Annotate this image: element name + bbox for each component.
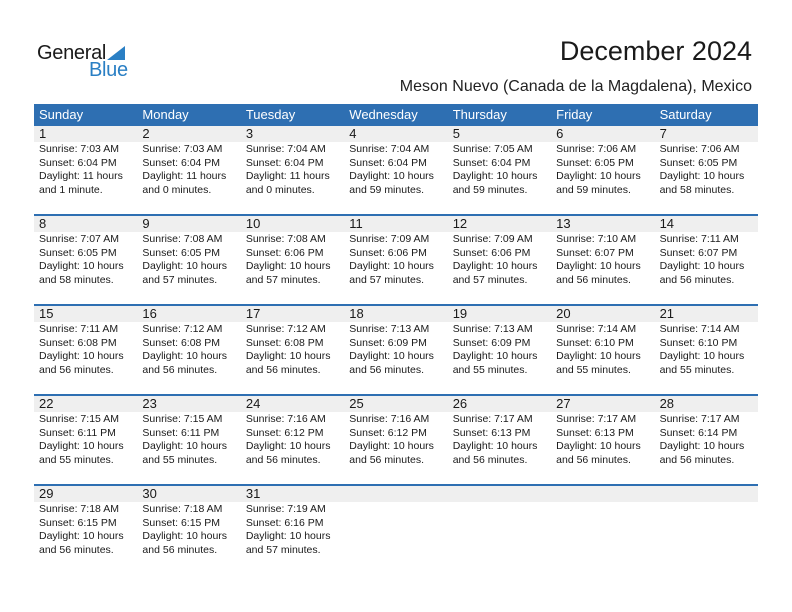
day-number: 4 [349,126,357,141]
sunrise-text: Sunrise: 7:06 AM [659,143,740,155]
sunset-text: Sunset: 6:12 PM [245,426,324,439]
day-number: 12 [452,216,468,231]
day-number: 5 [452,126,460,141]
daylight-text: and 56 minutes. [39,543,114,556]
day-cell [551,232,654,287]
day-number: 29 [39,486,54,501]
day-cell [34,232,137,287]
sunrise-text: Sunrise: 7:11 AM [659,233,739,245]
day-cell [655,412,758,467]
daylight-text: and 56 minutes. [556,273,631,286]
day-number: 20 [556,306,571,321]
logo-text-general: General [37,42,107,64]
daylight-text: Daylight: 10 hours [659,170,745,182]
daylight-text: and 56 minutes. [349,453,424,466]
sunrise-text: Sunrise: 7:07 AM [39,233,119,245]
day-cell [344,142,447,197]
sunrise-text: Sunrise: 7:04 AM [245,143,326,155]
daylight-text: Daylight: 11 hours [245,170,330,182]
day-cell [344,412,447,467]
day-cell [34,502,137,557]
sunset-text: Sunset: 6:10 PM [556,336,634,349]
day-number-row [34,306,758,322]
day-number [344,486,447,502]
sunrise-text: Sunrise: 7:16 AM [349,413,430,425]
day-info-row [34,322,758,377]
sunset-text: Sunset: 6:07 PM [659,246,738,259]
daylight-text: and 56 minutes. [142,363,218,376]
weekday-header [34,104,758,126]
sunrise-text: Sunrise: 7:15 AM [39,413,119,425]
sunset-text: Sunset: 6:09 PM [349,336,427,349]
sunset-text: Sunset: 6:12 PM [349,426,427,439]
daylight-text: and 56 minutes. [556,453,631,466]
day-number: 13 [556,216,571,231]
daylight-text: Daylight: 10 hours [245,350,331,362]
day-number: 7 [659,126,667,141]
day-cell [551,322,654,377]
daylight-text: and 57 minutes. [245,273,321,286]
weekday-thursday: Thursday [452,107,507,122]
daylight-text: Daylight: 10 hours [349,350,434,362]
day-number: 2 [142,126,150,141]
daylight-text: and 0 minutes. [142,183,212,196]
day-cell [655,142,758,197]
daylight-text: Daylight: 10 hours [556,170,641,182]
daylight-text: and 56 minutes. [245,453,321,466]
sunset-text: Sunset: 6:04 PM [142,156,221,169]
day-cell [344,232,447,287]
day-cell [655,232,758,287]
day-cell [551,502,654,557]
day-number: 27 [556,396,571,411]
sunrise-text: Sunrise: 7:18 AM [142,503,223,515]
sunrise-text: Sunrise: 7:08 AM [142,233,223,245]
day-cell [34,412,137,467]
daylight-text: Daylight: 10 hours [349,260,434,272]
day-number: 16 [142,306,157,321]
daylight-text: Daylight: 10 hours [452,170,538,182]
day-cell [655,322,758,377]
sunrise-text: Sunrise: 7:10 AM [556,233,637,245]
sunrise-text: Sunrise: 7:13 AM [349,323,430,335]
weekday-wednesday: Wednesday [349,107,418,122]
sunset-text: Sunset: 6:15 PM [39,516,117,529]
sunrise-text: Sunrise: 7:04 AM [349,143,430,155]
sunset-text: Sunset: 6:10 PM [659,336,738,349]
day-cell [241,142,344,197]
day-cell [137,322,240,377]
sunset-text: Sunset: 6:16 PM [245,516,324,529]
day-number [448,486,551,502]
daylight-text: Daylight: 10 hours [659,350,745,362]
sunset-text: Sunset: 6:05 PM [39,246,117,259]
day-cell [34,142,137,197]
daylight-text: Daylight: 10 hours [39,260,124,272]
day-cell [241,322,344,377]
sunrise-text: Sunrise: 7:14 AM [556,323,637,335]
sunrise-text: Sunrise: 7:19 AM [245,503,326,515]
daylight-text: and 56 minutes. [142,543,218,556]
daylight-text: Daylight: 10 hours [245,530,331,542]
day-info-row [34,412,758,467]
daylight-text: Daylight: 10 hours [142,350,228,362]
daylight-text: and 57 minutes. [349,273,424,286]
weekday-sunday: Sunday [39,107,84,122]
daylight-text: and 56 minutes. [349,363,424,376]
day-info-row [34,232,758,287]
day-number: 17 [245,306,261,321]
day-number-row [34,216,758,232]
daylight-text: and 56 minutes. [659,273,735,286]
daylight-text: Daylight: 10 hours [142,440,228,452]
daylight-text: and 55 minutes. [142,453,218,466]
day-number: 9 [142,216,150,231]
daylight-text: and 57 minutes. [452,273,528,286]
day-number: 11 [349,216,363,231]
sunrise-text: Sunrise: 7:17 AM [659,413,740,425]
day-number [655,486,758,502]
day-cell [137,142,240,197]
sunrise-text: Sunrise: 7:17 AM [556,413,637,425]
sunset-text: Sunset: 6:08 PM [39,336,117,349]
daylight-text: Daylight: 11 hours [39,170,123,182]
daylight-text: Daylight: 10 hours [142,530,228,542]
daylight-text: Daylight: 10 hours [659,260,745,272]
sunrise-text: Sunrise: 7:09 AM [349,233,430,245]
sunset-text: Sunset: 6:08 PM [245,336,324,349]
day-cell [34,322,137,377]
logo-text-blue: Blue [89,59,128,81]
daylight-text: and 56 minutes. [452,453,528,466]
sunset-text: Sunset: 6:11 PM [39,426,116,439]
week-row [34,394,758,484]
day-number: 24 [245,396,261,411]
sunrise-text: Sunrise: 7:09 AM [452,233,533,245]
day-number: 15 [39,306,54,321]
day-number: 22 [39,396,54,411]
day-number: 8 [39,216,47,231]
day-cell [448,412,551,467]
day-info-row [34,142,758,197]
daylight-text: and 0 minutes. [245,183,315,196]
day-cell [137,412,240,467]
sunrise-text: Sunrise: 7:17 AM [452,413,533,425]
page-title: December 2024 [559,36,752,66]
logo [37,42,137,82]
daylight-text: and 59 minutes. [556,183,631,196]
day-number: 21 [659,306,675,321]
logo-triangle-icon [107,46,125,60]
day-cell [551,412,654,467]
daylight-text: Daylight: 10 hours [349,170,434,182]
daylight-text: and 1 minute. [39,183,103,196]
sunset-text: Sunset: 6:09 PM [452,336,531,349]
daylight-text: and 59 minutes. [349,183,424,196]
sunrise-text: Sunrise: 7:12 AM [245,323,326,335]
daylight-text: Daylight: 10 hours [452,260,538,272]
day-number: 30 [142,486,157,501]
weeks-container [34,126,758,574]
week-row [34,126,758,214]
day-cell [551,142,654,197]
day-info-row [34,502,758,557]
sunset-text: Sunset: 6:06 PM [245,246,324,259]
sunset-text: Sunset: 6:05 PM [142,246,221,259]
daylight-text: and 59 minutes. [452,183,528,196]
daylight-text: and 55 minutes. [556,363,631,376]
day-number: 26 [452,396,468,411]
day-cell [241,502,344,557]
day-number: 23 [142,396,157,411]
day-cell [655,502,758,557]
day-cell [448,142,551,197]
daylight-text: and 55 minutes. [452,363,528,376]
sunset-text: Sunset: 6:15 PM [142,516,221,529]
sunset-text: Sunset: 6:11 PM [142,426,220,439]
sunrise-text: Sunrise: 7:08 AM [245,233,326,245]
week-row [34,484,758,574]
daylight-text: and 55 minutes. [39,453,114,466]
day-number: 6 [556,126,564,141]
day-number: 18 [349,306,364,321]
week-row [34,214,758,304]
daylight-text: Daylight: 10 hours [142,260,228,272]
day-number: 31 [245,486,261,501]
daylight-text: Daylight: 10 hours [39,350,124,362]
day-number [551,486,654,502]
weekday-friday: Friday [556,107,593,122]
sunrise-text: Sunrise: 7:14 AM [659,323,740,335]
sunset-text: Sunset: 6:06 PM [452,246,531,259]
daylight-text: and 57 minutes. [245,543,321,556]
day-number: 3 [245,126,254,141]
sunrise-text: Sunrise: 7:06 AM [556,143,637,155]
weekday-tuesday: Tuesday [245,107,296,122]
daylight-text: and 57 minutes. [142,273,218,286]
daylight-text: and 58 minutes. [39,273,114,286]
daylight-text: Daylight: 10 hours [556,440,641,452]
sunset-text: Sunset: 6:08 PM [142,336,221,349]
daylight-text: Daylight: 10 hours [452,350,538,362]
week-row [34,304,758,394]
sunset-text: Sunset: 6:04 PM [245,156,324,169]
day-number: 10 [245,216,261,231]
sunrise-text: Sunrise: 7:11 AM [39,323,119,335]
weekday-monday: Monday [142,107,189,122]
sunrise-text: Sunrise: 7:15 AM [142,413,223,425]
daylight-text: and 56 minutes. [659,453,735,466]
daylight-text: and 56 minutes. [39,363,114,376]
day-number: 14 [659,216,675,231]
daylight-text: and 56 minutes. [245,363,321,376]
daylight-text: Daylight: 10 hours [245,260,331,272]
sunrise-text: Sunrise: 7:05 AM [452,143,533,155]
day-cell [137,232,240,287]
daylight-text: Daylight: 10 hours [556,350,641,362]
daylight-text: Daylight: 10 hours [452,440,538,452]
daylight-text: and 58 minutes. [659,183,735,196]
sunrise-text: Sunrise: 7:16 AM [245,413,326,425]
daylight-text: and 55 minutes. [659,363,735,376]
sunset-text: Sunset: 6:04 PM [452,156,531,169]
day-cell [344,502,447,557]
sunset-text: Sunset: 6:04 PM [39,156,117,169]
weekday-saturday: Saturday [659,107,712,122]
day-cell [448,232,551,287]
location-subtitle: Meson Nuevo (Canada de la Magdalena), Mexico [399,78,752,95]
daylight-text: Daylight: 10 hours [659,440,745,452]
day-cell [448,502,551,557]
daylight-text: Daylight: 10 hours [556,260,641,272]
day-cell [241,412,344,467]
sunset-text: Sunset: 6:13 PM [452,426,531,439]
day-number: 19 [452,306,468,321]
day-cell [137,502,240,557]
sunset-text: Sunset: 6:04 PM [349,156,427,169]
day-number: 1 [39,126,47,141]
daylight-text: Daylight: 11 hours [142,170,227,182]
sunrise-text: Sunrise: 7:03 AM [39,143,119,155]
daylight-text: Daylight: 10 hours [245,440,331,452]
day-number-row [34,396,758,412]
sunrise-text: Sunrise: 7:18 AM [39,503,119,515]
sunset-text: Sunset: 6:05 PM [659,156,738,169]
sunrise-text: Sunrise: 7:03 AM [142,143,223,155]
sunrise-text: Sunrise: 7:13 AM [452,323,533,335]
day-cell [448,322,551,377]
daylight-text: Daylight: 10 hours [349,440,434,452]
day-number-row [34,486,758,502]
sunset-text: Sunset: 6:13 PM [556,426,634,439]
day-number: 28 [659,396,675,411]
day-cell [241,232,344,287]
calendar-grid [34,104,758,574]
day-number: 25 [349,396,364,411]
sunset-text: Sunset: 6:05 PM [556,156,634,169]
sunset-text: Sunset: 6:06 PM [349,246,427,259]
day-number-row [34,126,758,142]
sunset-text: Sunset: 6:07 PM [556,246,634,259]
sunset-text: Sunset: 6:14 PM [659,426,738,439]
daylight-text: Daylight: 10 hours [39,440,124,452]
day-cell [344,322,447,377]
daylight-text: Daylight: 10 hours [39,530,124,542]
sunrise-text: Sunrise: 7:12 AM [142,323,223,335]
